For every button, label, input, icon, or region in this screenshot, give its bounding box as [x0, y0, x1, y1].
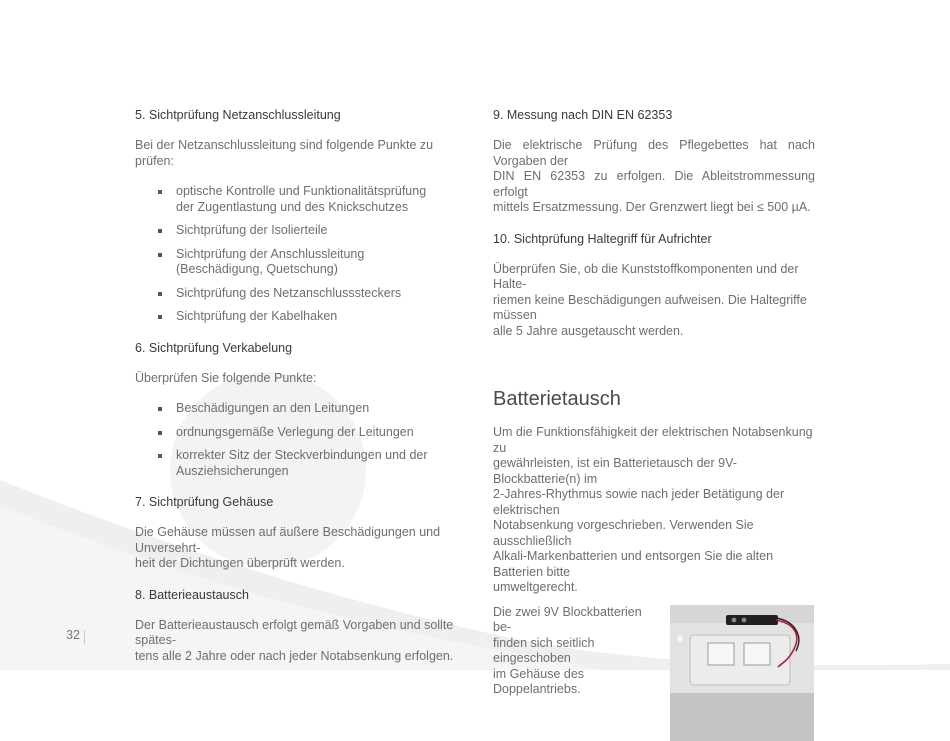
list-item: Sichtprüfung der Anschlussleitung (Beschädigung, Quetschung) — [135, 247, 457, 278]
section-5-list — [135, 184, 457, 325]
list-item: korrekter Sitz der Steckverbindungen und der Ausziehsicherungen — [135, 448, 457, 479]
list-item: optische Kontrolle und Funktionalitätsprüfung der Zugentlastung und des Knickschutzes — [135, 184, 457, 215]
section-9-text: Die elektrische Prüfung des Pflegebettes hat nach Vorgaben der DIN EN 62353 zu erfolgen. Die Ableitstrommessung erfolgt mittels Ersatzmessung. Der Grenzwert liegt bei ≤ 500 µA. — [493, 138, 815, 214]
section-6-list — [135, 401, 457, 479]
section-7-text: Die Gehäuse müssen auf äußere Beschädigungen und Unversehrt- heit der Dichtungen überprüft werden. — [135, 525, 441, 570]
left-column — [135, 100, 457, 664]
page-number: 32 — [66, 628, 80, 642]
battery-figure — [493, 605, 815, 741]
battery-photo-illustration — [670, 605, 814, 741]
battery-section-title: Batterietausch — [493, 388, 621, 410]
section-6-heading: 6. Sichtprüfung Verkabelung — [135, 340, 293, 355]
section-8-heading: 8. Batterieaustausch — [135, 587, 249, 602]
battery-section-text: Um die Funktionsfähigkeit der elektrischen Notabsenkung zu gewährleisten, ist ein Batterietausch der 9V-Blockbatterie(n) im 2-Jahres-Rhythmus sowie nach jeder Betätigung der elektrischen Notabsenkung vorgeschrieben. Verwenden Sie ausschließlich Alkali-Markenbatterien und entsorgen Sie die alten Batterien bitte umweltgerecht. — [493, 425, 813, 594]
list-item: Sichtprüfung der Kabelhaken — [135, 309, 457, 325]
section-7-heading: 7. Sichtprüfung Gehäuse — [135, 495, 274, 509]
section-9-heading: 9. Messung nach DIN EN 62353 — [493, 108, 673, 122]
page-number-separator — [84, 630, 85, 644]
list-item: Beschädigungen an den Leitungen — [135, 401, 457, 417]
battery-caption: Die zwei 9V Blockbatterien be- finden sich seitlich eingeschoben im Gehäuse des Doppelantriebs. — [493, 604, 642, 696]
list-item: Sichtprüfung der Isolierteile — [135, 223, 457, 239]
section-6-intro: Überprüfen Sie folgende Punkte: — [135, 370, 317, 385]
battery-compartment-photo — [670, 605, 814, 741]
section-5-intro: Bei der Netzanschlussleitung sind folgende Punkte zu prüfen: — [135, 138, 434, 168]
list-item: ordnungsgemäße Verlegung der Leitungen — [135, 425, 457, 441]
section-8-text: Der Batterieaustausch erfolgt gemäß Vorgaben und sollte spätes- tens alle 2 Jahre oder nach jeder Notabsenkung erfolgen. — [135, 617, 454, 663]
section-5-heading: 5. Sichtprüfung Netzanschlussleitung — [135, 108, 341, 122]
section-10-heading: 10. Sichtprüfung Haltegriff für Aufrichter — [493, 231, 712, 246]
right-column — [493, 100, 815, 741]
section-10-text: Überprüfen Sie, ob die Kunststoffkomponenten und der Halte- riemen keine Beschädigungen aufweisen. Die Haltegriffe müssen alle 5 Jahre ausgetauscht werden. — [493, 261, 807, 338]
list-item: Sichtprüfung des Netzanschlusssteckers — [135, 286, 457, 302]
